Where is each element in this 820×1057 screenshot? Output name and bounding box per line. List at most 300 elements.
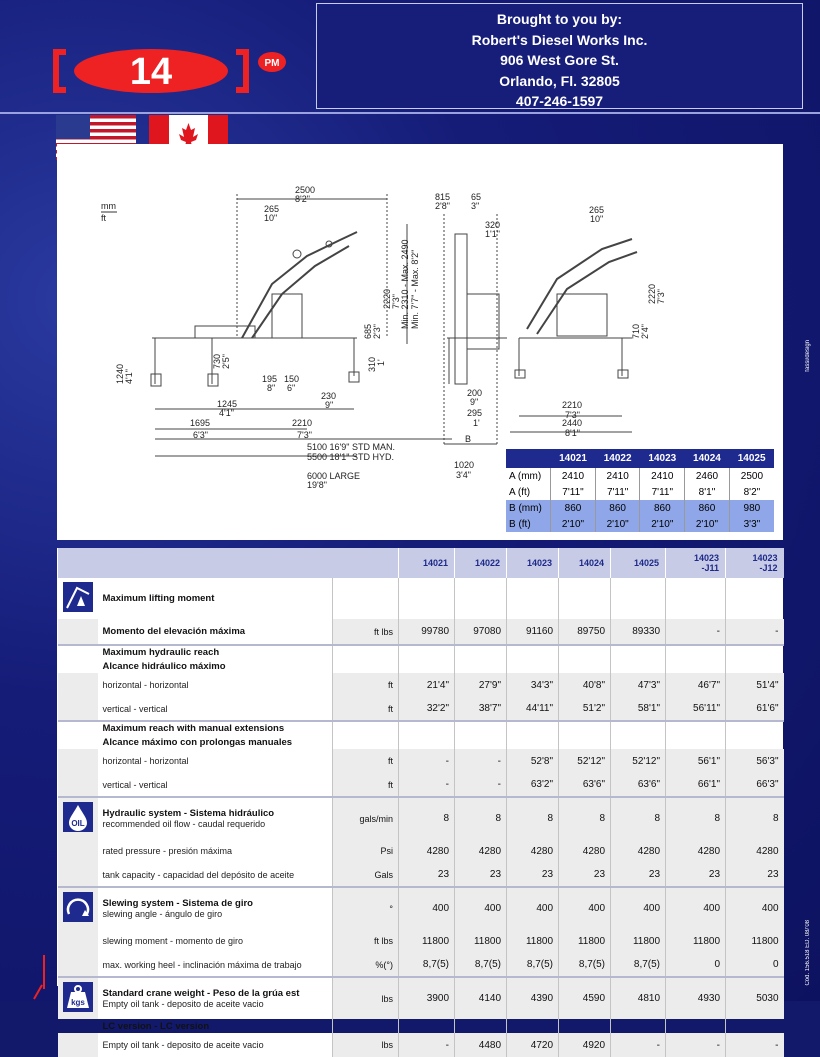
logo-badge: PM xyxy=(264,58,280,69)
dim-r710: 710 xyxy=(631,323,641,339)
value-cell: 52'8" xyxy=(507,749,559,773)
ab-cell: 2410 xyxy=(595,468,640,484)
spec-row xyxy=(58,863,784,887)
dim-65: 65 xyxy=(471,192,482,202)
value-cell: 4390 xyxy=(507,977,559,1019)
value-cell: - xyxy=(726,619,784,645)
value-cell xyxy=(399,659,455,673)
value-cell xyxy=(507,1019,559,1033)
value-cell: - xyxy=(455,773,507,797)
value-cell: 99780 xyxy=(399,619,455,645)
value-cell: 8,7(5) xyxy=(507,953,559,977)
ab-row-label: A (ft) xyxy=(509,486,531,498)
ab-cell: 2410 xyxy=(640,468,685,484)
unit-cell: lbs xyxy=(333,977,399,1019)
value-cell: 4810 xyxy=(611,977,666,1019)
unit-cell: ft xyxy=(333,749,399,773)
value-cell xyxy=(726,578,784,619)
section-icon-cell xyxy=(58,1019,98,1033)
value-cell: 44'11" xyxy=(507,697,559,721)
ab-cell: 2500 xyxy=(729,468,774,484)
unit-ft-label: ft xyxy=(101,213,107,223)
value-cell: 89750 xyxy=(559,619,611,645)
value-cell xyxy=(455,1019,507,1033)
section-icon-cell xyxy=(58,953,98,977)
unit-cell: gals/min xyxy=(333,797,399,839)
unit-cell: Gals xyxy=(333,863,399,887)
section-title-cell xyxy=(98,659,333,673)
ab-header-row xyxy=(506,449,774,468)
row-label: vertical - vertical xyxy=(98,773,333,797)
value-cell: 23 xyxy=(399,863,455,887)
dim-1695-ft: 6'3" xyxy=(193,430,208,440)
value-cell: 400 xyxy=(399,887,455,929)
value-cell: 400 xyxy=(611,887,666,929)
spec-section-title-row xyxy=(58,659,784,673)
value-cell: 4280 xyxy=(507,839,559,863)
value-cell: - xyxy=(399,749,455,773)
section-title: Alcance máximo con prolongas manuales xyxy=(102,736,293,748)
row-label: tank capacity - capacidad del depósito de aceite xyxy=(98,863,333,887)
value-cell: 56'1" xyxy=(666,749,726,773)
model-header: 14024 xyxy=(559,548,611,578)
dim-2500-ft: 8'2" xyxy=(295,194,310,204)
value-cell: 8 xyxy=(559,797,611,839)
value-cell xyxy=(666,578,726,619)
value-cell: 23 xyxy=(559,863,611,887)
value-cell: 97080 xyxy=(455,619,507,645)
value-cell: 5030 xyxy=(726,977,784,1019)
unit-cell xyxy=(333,1019,399,1033)
value-cell: 0 xyxy=(666,953,726,977)
unit-cell: ft xyxy=(333,697,399,721)
dim-730-ft: 2'5" xyxy=(221,354,231,369)
unit-cell: ° xyxy=(333,887,399,929)
model-header: 14023 -J12 xyxy=(726,548,784,578)
dim-5100: 5100 16'9" STD MAN. xyxy=(307,442,395,452)
value-cell: 91160 xyxy=(507,619,559,645)
model-header: 14021 xyxy=(399,548,455,578)
value-cell: 11800 xyxy=(399,929,455,953)
value-cell: 4280 xyxy=(399,839,455,863)
dealer-line: Robert's Diesel Works Inc. xyxy=(471,31,648,48)
dim-2220-ft: 7'3" xyxy=(391,294,401,309)
section-title: Momento del elevación máxima xyxy=(102,626,246,637)
value-cell xyxy=(507,721,559,735)
section-title-cell xyxy=(98,977,333,1019)
weight-icon xyxy=(63,982,93,1012)
ab-cell: 2460 xyxy=(685,468,730,484)
value-cell: 27'9" xyxy=(455,673,507,697)
value-cell: 61'6" xyxy=(726,697,784,721)
dim-815-ft: 2'8" xyxy=(435,201,450,211)
section-title: Hydraulic system - Sistema hidráulico xyxy=(102,808,275,819)
value-cell xyxy=(611,578,666,619)
section-icon-cell xyxy=(58,887,98,929)
value-cell xyxy=(611,1019,666,1033)
unit-cell: ft xyxy=(333,773,399,797)
dim-r2220: 2220 xyxy=(647,283,657,304)
ab-row xyxy=(506,484,774,500)
slewing-icon xyxy=(63,892,93,922)
section-title-cell xyxy=(98,578,333,619)
ab-cell: 7'11" xyxy=(551,484,596,500)
ab-header xyxy=(506,449,551,468)
section-icon-cell xyxy=(58,749,98,773)
ab-row xyxy=(506,468,774,484)
row-label: horizontal - horizontal xyxy=(98,749,333,773)
value-cell: 3900 xyxy=(399,977,455,1019)
value-cell: 8 xyxy=(399,797,455,839)
section-title: Slewing system - Sistema de giro xyxy=(102,898,253,909)
dim-r2220-ft: 7'3" xyxy=(656,289,666,304)
ab-cell: 2'10" xyxy=(685,516,730,532)
value-cell: - xyxy=(611,1033,666,1057)
dim-200-ft: 9" xyxy=(470,397,479,407)
value-cell xyxy=(399,578,455,619)
dim-1240: 1240 xyxy=(115,363,125,384)
value-cell: 400 xyxy=(507,887,559,929)
value-cell xyxy=(726,659,784,673)
dim-150-ft: 6" xyxy=(287,383,296,393)
svg-text:kgs: kgs xyxy=(70,998,85,1007)
value-cell: - xyxy=(666,619,726,645)
value-cell: 23 xyxy=(611,863,666,887)
unit-cell: lbs xyxy=(333,1033,399,1057)
value-cell xyxy=(666,735,726,749)
ab-row xyxy=(506,516,774,532)
dim-1020: 1020 xyxy=(454,460,475,470)
value-cell: 63'2" xyxy=(507,773,559,797)
value-cell: 8,7(5) xyxy=(611,953,666,977)
section-title: Standard crane weight - Peso de la grúa est xyxy=(102,988,300,999)
model-header: 14022 xyxy=(455,548,507,578)
value-cell: 11800 xyxy=(507,929,559,953)
dim-6000-ft: 19'8" xyxy=(307,480,327,490)
value-cell: 0 xyxy=(726,953,784,977)
value-cell xyxy=(455,645,507,659)
design-credit: fassi/design xyxy=(805,340,811,372)
section-title-cell xyxy=(98,735,333,749)
spec-row xyxy=(58,749,784,773)
dim-2210-ft: 7'3" xyxy=(297,430,312,440)
value-cell xyxy=(559,659,611,673)
value-cell: 4280 xyxy=(559,839,611,863)
model-header: 14023 xyxy=(507,548,559,578)
spec-section-title-row xyxy=(58,645,784,659)
value-cell xyxy=(507,578,559,619)
value-cell: 4140 xyxy=(455,977,507,1019)
spec-row xyxy=(58,673,784,697)
value-cell xyxy=(455,735,507,749)
value-cell xyxy=(507,645,559,659)
value-cell: - xyxy=(726,1033,784,1057)
value-cell xyxy=(507,659,559,673)
header-divider xyxy=(0,112,820,114)
spec-row xyxy=(58,773,784,797)
value-cell xyxy=(559,735,611,749)
section-icon-cell xyxy=(58,797,98,839)
dim-310-ft: 1' xyxy=(376,359,386,366)
section-icon-cell xyxy=(58,1033,98,1057)
row-label: max. working heel - inclinación máxima de trabajo xyxy=(98,953,333,977)
spec-section-title-row xyxy=(58,887,784,929)
dim-1020-ft: 3'4" xyxy=(456,470,471,480)
section-icon-cell xyxy=(58,659,98,673)
value-cell xyxy=(507,735,559,749)
row-label: slewing moment - momento de giro xyxy=(98,929,333,953)
ab-header: 14021 xyxy=(551,449,596,468)
spec-section-title-row xyxy=(58,735,784,749)
ab-header: 14024 xyxy=(685,449,730,468)
dim-685-ft: 2'3" xyxy=(372,324,382,339)
value-cell: 34'3" xyxy=(507,673,559,697)
unit-cell xyxy=(333,659,399,673)
unit-cell: ft xyxy=(333,673,399,697)
value-cell: 4930 xyxy=(666,977,726,1019)
dim-230: 230 xyxy=(321,391,337,401)
row-label: slewing angle - ángulo de giro xyxy=(102,909,223,919)
spec-section-title-row xyxy=(58,578,784,619)
section-icon-cell xyxy=(58,619,98,645)
dim-2220: 2220 xyxy=(382,288,392,309)
unit-cell xyxy=(333,578,399,619)
ab-cell: 860 xyxy=(640,500,685,516)
ab-cell: 3'3" xyxy=(729,516,774,532)
ab-cell: 860 xyxy=(685,500,730,516)
value-cell xyxy=(611,659,666,673)
dim-r2440: 2440 xyxy=(562,418,583,428)
value-cell: 4920 xyxy=(559,1033,611,1057)
dim-265-ft: 10" xyxy=(264,213,278,223)
value-cell xyxy=(611,645,666,659)
document-code: Cod. 156.518 ED. 08/'08 xyxy=(805,920,811,986)
section-icon-cell xyxy=(58,735,98,749)
value-cell xyxy=(726,1019,784,1033)
value-cell: 46'7" xyxy=(666,673,726,697)
value-cell: 23 xyxy=(666,863,726,887)
section-icon-cell xyxy=(58,929,98,953)
row-label: rated pressure - presión máxima xyxy=(98,839,333,863)
section-title-cell xyxy=(98,645,333,659)
value-cell: 8 xyxy=(455,797,507,839)
value-cell: 400 xyxy=(455,887,507,929)
value-cell: 4280 xyxy=(455,839,507,863)
value-cell: 38'7" xyxy=(455,697,507,721)
dim-2210: 2210 xyxy=(292,418,313,428)
spec-row xyxy=(58,839,784,863)
ab-cell: 7'11" xyxy=(640,484,685,500)
value-cell xyxy=(399,1019,455,1033)
value-cell: 4590 xyxy=(559,977,611,1019)
unit-cell xyxy=(333,735,399,749)
section-icon-cell xyxy=(58,721,98,735)
value-cell: 11800 xyxy=(726,929,784,953)
value-cell: - xyxy=(399,773,455,797)
spec-row xyxy=(58,953,784,977)
dim-200: 200 xyxy=(467,388,483,398)
value-cell xyxy=(726,645,784,659)
dim-320-ft: 1'1" xyxy=(485,229,500,239)
dealer-line: Orlando, Fl. 32805 xyxy=(499,72,620,89)
value-cell: 400 xyxy=(666,887,726,929)
value-cell: 23 xyxy=(726,863,784,887)
value-cell xyxy=(611,721,666,735)
section-title-cell xyxy=(98,887,333,929)
value-cell: 400 xyxy=(726,887,784,929)
spec-row xyxy=(58,697,784,721)
dim-r2210: 2210 xyxy=(562,400,583,410)
value-cell: 8 xyxy=(611,797,666,839)
unit-cell: %(°) xyxy=(333,953,399,977)
dim-730: 730 xyxy=(212,353,222,369)
value-cell: 63'6" xyxy=(559,773,611,797)
value-cell: 4280 xyxy=(726,839,784,863)
spec-section-title-row xyxy=(58,797,784,839)
dim-295-ft: 1' xyxy=(473,418,480,428)
value-cell xyxy=(666,1019,726,1033)
value-cell: 40'8" xyxy=(559,673,611,697)
dim-815: 815 xyxy=(435,192,451,202)
value-cell xyxy=(666,659,726,673)
dim-295: 295 xyxy=(467,408,483,418)
value-cell: 32'2" xyxy=(399,697,455,721)
dim-685: 685 xyxy=(363,323,373,339)
value-cell: 47'3" xyxy=(611,673,666,697)
value-cell: 11800 xyxy=(666,929,726,953)
dim-r265-ft: 10" xyxy=(590,214,604,224)
section-icon-cell xyxy=(58,977,98,1019)
dim-b: B xyxy=(465,434,472,444)
value-cell: 4280 xyxy=(611,839,666,863)
model-header: 14023 -J11 xyxy=(666,548,726,578)
ab-header: 14022 xyxy=(595,449,640,468)
unit-cell: Psi xyxy=(333,839,399,863)
dim-r2210-ft: 7'3" xyxy=(565,410,580,420)
value-cell xyxy=(559,721,611,735)
dealer-line: Brought to you by: xyxy=(496,11,623,27)
row-label: Empty oil tank - deposito de aceite vacio xyxy=(98,1033,333,1057)
section-icon-cell xyxy=(58,697,98,721)
dim-320: 320 xyxy=(485,220,501,230)
value-cell: 4280 xyxy=(666,839,726,863)
section-title: Alcance hidráulico máximo xyxy=(102,660,226,672)
value-cell: 8 xyxy=(507,797,559,839)
section-icon-cell xyxy=(58,773,98,797)
row-label: Empty oil tank - deposito de aceite vacio xyxy=(102,999,264,1009)
value-cell xyxy=(399,735,455,749)
dim-265: 265 xyxy=(264,204,280,214)
value-cell: 66'3" xyxy=(726,773,784,797)
dim-150: 150 xyxy=(284,374,300,384)
unit-cell: ft lbs xyxy=(333,619,399,645)
section-title-cell xyxy=(98,721,333,735)
value-cell: 8,7(5) xyxy=(455,953,507,977)
value-cell: 58'1" xyxy=(611,697,666,721)
dim-r710-ft: 2'4" xyxy=(640,324,650,339)
lifting-moment-icon xyxy=(63,582,93,612)
value-cell: 63'6" xyxy=(611,773,666,797)
value-cell xyxy=(559,1019,611,1033)
dim-6000: 6000 LARGE xyxy=(307,471,361,481)
value-cell: 51'2" xyxy=(559,697,611,721)
dim-1240-ft: 4'1" xyxy=(124,369,134,384)
ab-header: 14023 xyxy=(640,449,685,468)
section-icon-cell xyxy=(58,578,98,619)
ab-row-label: B (mm) xyxy=(506,500,551,516)
value-cell: 89330 xyxy=(611,619,666,645)
value-cell xyxy=(455,578,507,619)
ab-cell: 980 xyxy=(729,500,774,516)
spec-section-title-row xyxy=(58,977,784,1019)
unit-cell: ft lbs xyxy=(333,929,399,953)
dim-195-ft: 8" xyxy=(267,383,276,393)
ab-header: 14025 xyxy=(729,449,774,468)
ab-cell: 860 xyxy=(551,500,596,516)
spec-section-title-row xyxy=(58,721,784,735)
value-cell: 23 xyxy=(507,863,559,887)
value-cell: 11800 xyxy=(611,929,666,953)
fassi-14-logo xyxy=(52,46,292,96)
value-cell: 52'12" xyxy=(559,749,611,773)
ab-cell: 8'1" xyxy=(685,484,730,500)
dim-r265: 265 xyxy=(589,205,605,215)
section-title: LC version - LC version xyxy=(102,1020,210,1032)
value-cell: 11800 xyxy=(455,929,507,953)
ab-cell: 2'10" xyxy=(551,516,596,532)
ab-cell: 2410 xyxy=(551,468,596,484)
dim-195: 195 xyxy=(262,374,278,384)
value-cell: 21'4" xyxy=(399,673,455,697)
section-icon-cell xyxy=(58,839,98,863)
oil-icon xyxy=(63,802,93,832)
value-cell: 8,7(5) xyxy=(399,953,455,977)
section-icon-cell xyxy=(58,673,98,697)
dim-2490: Min. 2310 - Max. 2490 xyxy=(400,239,410,329)
ab-dimension-table xyxy=(506,449,774,532)
value-cell: 11800 xyxy=(559,929,611,953)
value-cell: - xyxy=(666,1033,726,1057)
value-cell: 66'1" xyxy=(666,773,726,797)
value-cell: 8 xyxy=(666,797,726,839)
section-title-cell xyxy=(98,619,333,645)
model-header: 14025 xyxy=(611,548,666,578)
value-cell xyxy=(559,578,611,619)
section-title: Maximum reach with manual extensions xyxy=(102,723,285,734)
value-cell: 52'12" xyxy=(611,749,666,773)
section-title: Maximum lifting moment xyxy=(102,593,215,604)
dim-1245: 1245 xyxy=(217,399,238,409)
dim-230-ft: 9" xyxy=(325,400,334,410)
value-cell: - xyxy=(399,1033,455,1057)
dim-5500: 5500 18'1" STD HYD. xyxy=(307,452,394,462)
specification-table xyxy=(57,548,783,1051)
dim-310: 310 xyxy=(367,356,377,372)
dim-65-ft: 3" xyxy=(471,201,480,211)
value-cell xyxy=(559,645,611,659)
spec-row xyxy=(58,929,784,953)
section-icon-cell xyxy=(58,863,98,887)
value-cell xyxy=(611,735,666,749)
value-cell xyxy=(666,645,726,659)
ab-cell: 860 xyxy=(595,500,640,516)
section-icon-cell xyxy=(58,645,98,659)
ab-cell: 7'11" xyxy=(595,484,640,500)
unit-mm-label: mm xyxy=(101,201,116,211)
value-cell: 56'3" xyxy=(726,749,784,773)
ab-cell: 2'10" xyxy=(640,516,685,532)
spec-row xyxy=(58,1033,784,1057)
